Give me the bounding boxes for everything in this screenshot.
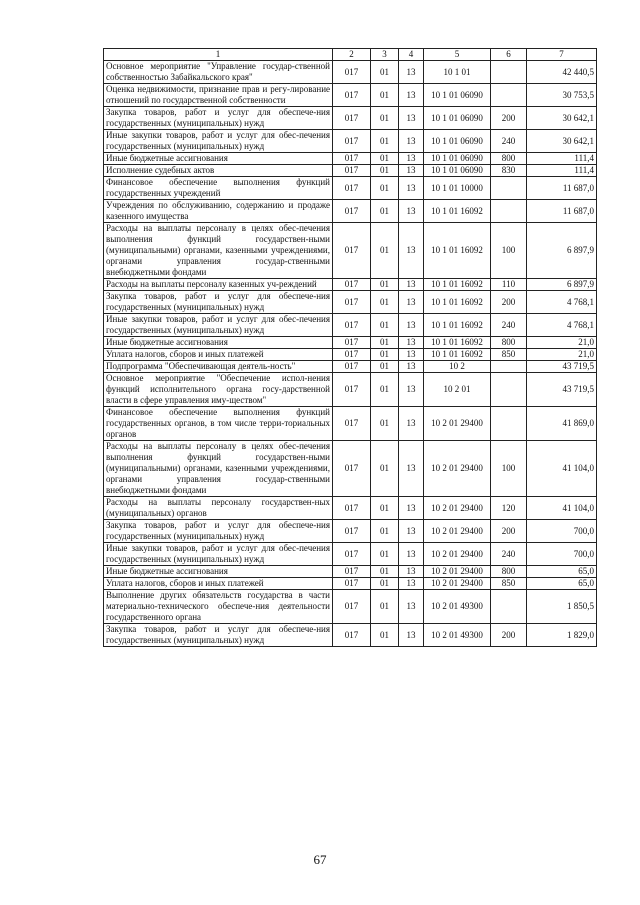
row-target-article: 10 1 01 xyxy=(424,61,491,84)
row-amount: 41 104,0 xyxy=(527,441,597,497)
row-name-cell: Иные бюджетные ассигнования xyxy=(104,153,333,165)
row-section-code: 01 xyxy=(371,291,399,314)
row-amount: 43 719,5 xyxy=(527,361,597,373)
table-row xyxy=(104,407,597,441)
row-section-code: 01 xyxy=(371,578,399,590)
table-row xyxy=(104,590,597,624)
row-name-cell: Учреждения по обслуживанию, содержанию и продаже казенного имущества xyxy=(104,200,333,223)
row-amount: 41 869,0 xyxy=(527,407,597,441)
row-ministry-code: 017 xyxy=(333,361,371,373)
row-ministry-code: 017 xyxy=(333,107,371,130)
row-expense-type: 200 xyxy=(491,291,527,314)
row-ministry-code: 017 xyxy=(333,223,371,279)
row-subsection-code: 13 xyxy=(399,291,424,314)
row-expense-type: 800 xyxy=(491,337,527,349)
page-number: 67 xyxy=(313,852,327,867)
row-ministry-code: 017 xyxy=(333,200,371,223)
row-target-article: 10 2 01 29400 xyxy=(424,407,491,441)
row-ministry-code: 017 xyxy=(333,590,371,624)
row-expense-type: 240 xyxy=(491,543,527,566)
row-target-article: 10 2 01 49300 xyxy=(424,624,491,647)
row-ministry-code: 017 xyxy=(333,279,371,291)
table-row xyxy=(104,165,597,177)
row-ministry-code: 017 xyxy=(333,497,371,520)
row-ministry-code: 017 xyxy=(333,84,371,107)
table-row xyxy=(104,337,597,349)
row-ministry-code: 017 xyxy=(333,624,371,647)
row-expense-type: 110 xyxy=(491,279,527,291)
row-subsection-code: 13 xyxy=(399,314,424,337)
row-name-cell: Основное мероприятие "Управление государ-ственной собственностью Забайкальского края" xyxy=(104,61,333,84)
table-row xyxy=(104,223,597,279)
row-name-cell: Закупка товаров, работ и услуг для обеспече-ния государственных (муниципальных) нужд xyxy=(104,624,333,647)
table-header-row xyxy=(104,49,597,61)
row-name-cell: Исполнение судебных актов xyxy=(104,165,333,177)
row-ministry-code: 017 xyxy=(333,407,371,441)
row-section-code: 01 xyxy=(371,200,399,223)
row-amount: 111,4 xyxy=(527,153,597,165)
row-subsection-code: 13 xyxy=(399,578,424,590)
row-expense-type xyxy=(491,61,527,84)
row-expense-type: 850 xyxy=(491,578,527,590)
row-name-cell: Расходы на выплаты персоналу в целях обес-печения выполнения функций государствен-ными (муниципальными) органами, казенными учреждениями, органами управления государ-ственными внебюджетными фондами xyxy=(104,441,333,497)
row-target-article: 10 2 01 29400 xyxy=(424,566,491,578)
row-subsection-code: 13 xyxy=(399,520,424,543)
row-subsection-code: 13 xyxy=(399,337,424,349)
table-row xyxy=(104,349,597,361)
row-section-code: 01 xyxy=(371,349,399,361)
header-col-5: 5 xyxy=(424,49,491,61)
row-name-cell: Иные бюджетные ассигнования xyxy=(104,566,333,578)
row-expense-type: 200 xyxy=(491,107,527,130)
row-ministry-code: 017 xyxy=(333,520,371,543)
row-target-article: 10 1 01 16092 xyxy=(424,223,491,279)
row-subsection-code: 13 xyxy=(399,200,424,223)
row-ministry-code: 017 xyxy=(333,130,371,153)
row-target-article: 10 1 01 06090 xyxy=(424,153,491,165)
table-row xyxy=(104,291,597,314)
row-name-cell: Закупка товаров, работ и услуг для обеспече-ния государственных (муниципальных) нужд xyxy=(104,291,333,314)
row-amount: 4 768,1 xyxy=(527,291,597,314)
row-expense-type: 850 xyxy=(491,349,527,361)
row-section-code: 01 xyxy=(371,314,399,337)
row-section-code: 01 xyxy=(371,441,399,497)
table-row xyxy=(104,130,597,153)
row-ministry-code: 017 xyxy=(333,61,371,84)
row-ministry-code: 017 xyxy=(333,578,371,590)
row-amount: 21,0 xyxy=(527,349,597,361)
table-row xyxy=(104,373,597,407)
row-target-article: 10 1 01 06090 xyxy=(424,165,491,177)
row-name-cell: Финансовое обеспечение выполнения функций государственных органов, в том числе терри-ториальных органов xyxy=(104,407,333,441)
row-name-cell: Иные закупки товаров, работ и услуг для обес-печения государственных (муниципальных) нужд xyxy=(104,130,333,153)
row-amount: 1 829,0 xyxy=(527,624,597,647)
row-target-article: 10 1 01 16092 xyxy=(424,337,491,349)
row-expense-type xyxy=(491,407,527,441)
row-target-article: 10 1 01 16092 xyxy=(424,200,491,223)
row-target-article: 10 2 01 29400 xyxy=(424,578,491,590)
row-target-article: 10 2 01 xyxy=(424,373,491,407)
row-subsection-code: 13 xyxy=(399,177,424,200)
row-subsection-code: 13 xyxy=(399,441,424,497)
row-section-code: 01 xyxy=(371,107,399,130)
table-row xyxy=(104,61,597,84)
row-subsection-code: 13 xyxy=(399,624,424,647)
row-section-code: 01 xyxy=(371,177,399,200)
row-subsection-code: 13 xyxy=(399,130,424,153)
row-target-article: 10 1 01 16092 xyxy=(424,291,491,314)
row-subsection-code: 13 xyxy=(399,223,424,279)
row-target-article: 10 1 01 06090 xyxy=(424,84,491,107)
row-name-cell: Основное мероприятие "Обеспечение испол-нения функций исполнительного органа госу-дарственной власти в сфере управления иму-ществом" xyxy=(104,373,333,407)
row-amount: 21,0 xyxy=(527,337,597,349)
table-row xyxy=(104,441,597,497)
row-ministry-code: 017 xyxy=(333,177,371,200)
header-col-1: 1 xyxy=(104,49,333,61)
row-name-cell: Оценка недвижимости, признание прав и регу-лирование отношений по государственной собственности xyxy=(104,84,333,107)
row-expense-type xyxy=(491,361,527,373)
row-expense-type: 800 xyxy=(491,153,527,165)
row-expense-type: 200 xyxy=(491,520,527,543)
row-subsection-code: 13 xyxy=(399,590,424,624)
row-section-code: 01 xyxy=(371,337,399,349)
row-subsection-code: 13 xyxy=(399,373,424,407)
row-amount: 700,0 xyxy=(527,543,597,566)
table-row xyxy=(104,177,597,200)
table-row xyxy=(104,497,597,520)
row-section-code: 01 xyxy=(371,61,399,84)
row-name-cell: Закупка товаров, работ и услуг для обеспече-ния государственных (муниципальных) нужд xyxy=(104,107,333,130)
table-row xyxy=(104,200,597,223)
row-section-code: 01 xyxy=(371,566,399,578)
row-target-article: 10 1 01 06090 xyxy=(424,130,491,153)
row-amount: 11 687,0 xyxy=(527,177,597,200)
row-subsection-code: 13 xyxy=(399,84,424,107)
row-expense-type xyxy=(491,373,527,407)
row-name-cell: Расходы на выплаты персоналу государствен-ных (муниципальных) органов xyxy=(104,497,333,520)
row-ministry-code: 017 xyxy=(333,165,371,177)
table-row xyxy=(104,84,597,107)
row-ministry-code: 017 xyxy=(333,153,371,165)
row-ministry-code: 017 xyxy=(333,543,371,566)
row-section-code: 01 xyxy=(371,624,399,647)
row-expense-type: 240 xyxy=(491,130,527,153)
row-ministry-code: 017 xyxy=(333,337,371,349)
row-target-article: 10 1 01 16092 xyxy=(424,314,491,337)
table-row xyxy=(104,566,597,578)
row-name-cell: Финансовое обеспечение выполнения функций государственных учреждений xyxy=(104,177,333,200)
row-ministry-code: 017 xyxy=(333,314,371,337)
row-expense-type: 200 xyxy=(491,624,527,647)
row-section-code: 01 xyxy=(371,520,399,543)
row-subsection-code: 13 xyxy=(399,543,424,566)
row-amount: 43 719,5 xyxy=(527,373,597,407)
row-amount: 30 642,1 xyxy=(527,130,597,153)
row-section-code: 01 xyxy=(371,543,399,566)
row-amount: 11 687,0 xyxy=(527,200,597,223)
header-col-4: 4 xyxy=(399,49,424,61)
row-target-article: 10 2 01 29400 xyxy=(424,441,491,497)
row-ministry-code: 017 xyxy=(333,349,371,361)
row-subsection-code: 13 xyxy=(399,279,424,291)
row-expense-type xyxy=(491,590,527,624)
row-subsection-code: 13 xyxy=(399,61,424,84)
row-section-code: 01 xyxy=(371,497,399,520)
row-amount: 4 768,1 xyxy=(527,314,597,337)
row-expense-type xyxy=(491,200,527,223)
table-row xyxy=(104,153,597,165)
row-target-article: 10 2 01 29400 xyxy=(424,520,491,543)
row-section-code: 01 xyxy=(371,590,399,624)
table-row xyxy=(104,107,597,130)
row-subsection-code: 13 xyxy=(399,361,424,373)
table-row xyxy=(104,543,597,566)
row-ministry-code: 017 xyxy=(333,291,371,314)
row-section-code: 01 xyxy=(371,361,399,373)
row-expense-type: 100 xyxy=(491,441,527,497)
row-amount: 65,0 xyxy=(527,578,597,590)
row-amount: 42 440,5 xyxy=(527,61,597,84)
header-col-6: 6 xyxy=(491,49,527,61)
row-target-article: 10 1 01 10000 xyxy=(424,177,491,200)
row-amount: 700,0 xyxy=(527,520,597,543)
row-target-article: 10 1 01 16092 xyxy=(424,279,491,291)
row-subsection-code: 13 xyxy=(399,566,424,578)
row-amount: 41 104,0 xyxy=(527,497,597,520)
budget-table xyxy=(103,48,597,647)
row-expense-type xyxy=(491,177,527,200)
table-row xyxy=(104,279,597,291)
row-section-code: 01 xyxy=(371,130,399,153)
row-expense-type xyxy=(491,84,527,107)
row-name-cell: Иные закупки товаров, работ и услуг для обес-печения государственных (муниципальных) нужд xyxy=(104,543,333,566)
table-row xyxy=(104,578,597,590)
row-section-code: 01 xyxy=(371,165,399,177)
row-amount: 30 642,1 xyxy=(527,107,597,130)
row-amount: 111,4 xyxy=(527,165,597,177)
row-expense-type: 240 xyxy=(491,314,527,337)
row-target-article: 10 1 01 06090 xyxy=(424,107,491,130)
row-subsection-code: 13 xyxy=(399,497,424,520)
row-subsection-code: 13 xyxy=(399,349,424,361)
table-row xyxy=(104,624,597,647)
row-amount: 65,0 xyxy=(527,566,597,578)
row-subsection-code: 13 xyxy=(399,165,424,177)
row-target-article: 10 2 01 29400 xyxy=(424,543,491,566)
row-section-code: 01 xyxy=(371,279,399,291)
row-amount: 6 897,9 xyxy=(527,223,597,279)
row-amount: 30 753,5 xyxy=(527,84,597,107)
row-name-cell: Подпрограмма "Обеспечивающая деятель-ность" xyxy=(104,361,333,373)
row-ministry-code: 017 xyxy=(333,373,371,407)
row-subsection-code: 13 xyxy=(399,107,424,130)
row-section-code: 01 xyxy=(371,223,399,279)
row-ministry-code: 017 xyxy=(333,441,371,497)
row-expense-type: 100 xyxy=(491,223,527,279)
row-expense-type: 120 xyxy=(491,497,527,520)
row-section-code: 01 xyxy=(371,407,399,441)
row-ministry-code: 017 xyxy=(333,566,371,578)
row-name-cell: Уплата налогов, сборов и иных платежей xyxy=(104,349,333,361)
row-section-code: 01 xyxy=(371,84,399,107)
row-expense-type: 830 xyxy=(491,165,527,177)
row-name-cell: Уплата налогов, сборов и иных платежей xyxy=(104,578,333,590)
row-amount: 1 850,5 xyxy=(527,590,597,624)
row-name-cell: Закупка товаров, работ и услуг для обеспече-ния государственных (муниципальных) нужд xyxy=(104,520,333,543)
row-name-cell: Расходы на выплаты персоналу в целях обес-печения выполнения функций государствен-ными (муниципальными) органами, казенными учреждениями, органами управления государ-ственными внебюджетными фондами xyxy=(104,223,333,279)
row-section-code: 01 xyxy=(371,373,399,407)
row-name-cell: Выполнение других обязательств государства в части материально-технического обеспече-ния деятельности государственного органа xyxy=(104,590,333,624)
table-row xyxy=(104,314,597,337)
row-target-article: 10 1 01 16092 xyxy=(424,349,491,361)
row-target-article: 10 2 01 29400 xyxy=(424,497,491,520)
header-col-3: 3 xyxy=(371,49,399,61)
header-col-2: 2 xyxy=(333,49,371,61)
row-target-article: 10 2 01 49300 xyxy=(424,590,491,624)
row-expense-type: 800 xyxy=(491,566,527,578)
row-name-cell: Иные закупки товаров, работ и услуг для обес-печения государственных (муниципальных) нужд xyxy=(104,314,333,337)
header-col-7: 7 xyxy=(527,49,597,61)
row-amount: 6 897,9 xyxy=(527,279,597,291)
row-section-code: 01 xyxy=(371,153,399,165)
row-subsection-code: 13 xyxy=(399,407,424,441)
table-row xyxy=(104,361,597,373)
row-name-cell: Иные бюджетные ассигнования xyxy=(104,337,333,349)
table-row xyxy=(104,520,597,543)
row-target-article: 10 2 xyxy=(424,361,491,373)
row-name-cell: Расходы на выплаты персоналу казенных уч-реждений xyxy=(104,279,333,291)
row-subsection-code: 13 xyxy=(399,153,424,165)
